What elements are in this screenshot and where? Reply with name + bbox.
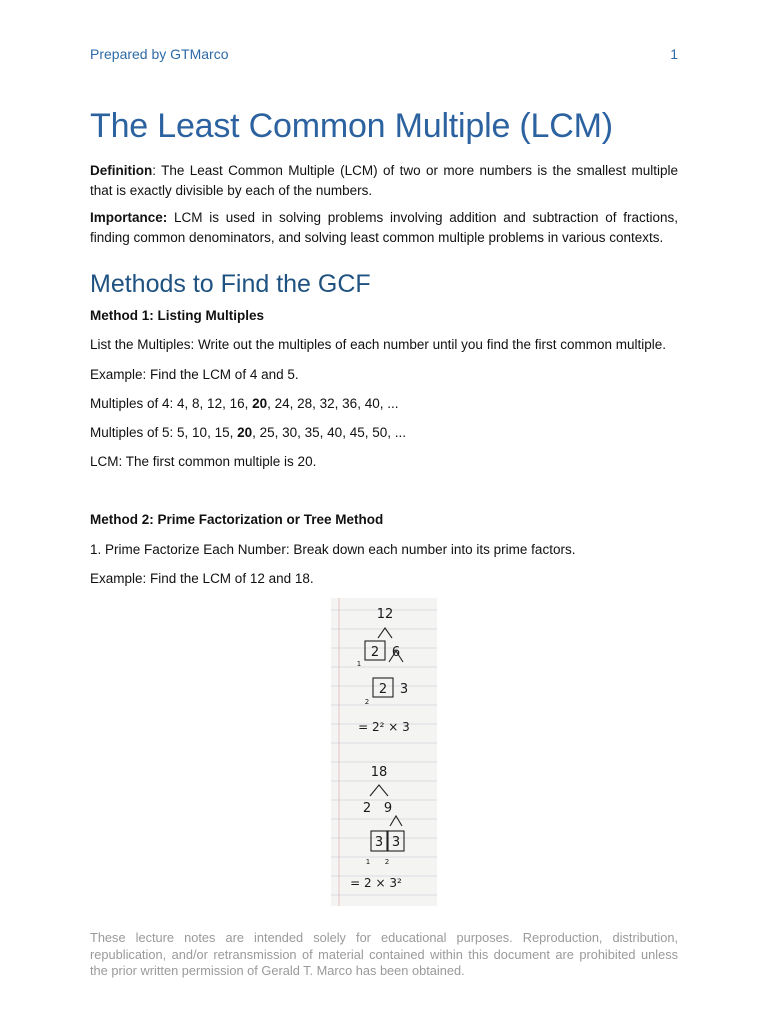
multiples-of-5: Multiples of 5: 5, 10, 15, 20, 25, 30, 35, 40, 45, 50, ... bbox=[90, 425, 406, 440]
importance-text: LCM is used in solving problems involving addition and subtraction of fractions, finding common denominators, and solving least common multiple problems in various contexts. bbox=[90, 210, 678, 245]
tree18-count-2: 2 bbox=[384, 858, 390, 866]
method2-heading: Method 2: Prime Factorization or Tree Method bbox=[90, 512, 384, 527]
tree18-count-1: 1 bbox=[365, 858, 371, 866]
methods-heading: Methods to Find the GCF bbox=[90, 270, 371, 298]
definition-label: Definition bbox=[90, 163, 153, 178]
footer-disclaimer: These lecture notes are intended solely for educational purposes. Reproduction, distribution, republication, and/or retransmission of material contained within this document are prohibited unless the prior written permission of Gerald T. Marco has been obtained. bbox=[90, 930, 678, 978]
header-author: Prepared by GTMarco bbox=[90, 46, 229, 62]
tree18-result: = 2 × 3² bbox=[350, 876, 402, 890]
tree18-right: 9 bbox=[383, 801, 393, 816]
common-multiple-highlight: 20 bbox=[237, 425, 253, 440]
tree18-root: 18 bbox=[370, 765, 388, 780]
page-number: 1 bbox=[670, 46, 678, 62]
definition-paragraph bbox=[90, 161, 678, 201]
common-multiple-highlight: 20 bbox=[252, 396, 268, 411]
tree12-result: = 2² × 3 bbox=[358, 720, 410, 734]
method1-heading: Method 1: Listing Multiples bbox=[90, 308, 264, 323]
method1-example: Example: Find the LCM of 4 and 5. bbox=[90, 367, 299, 382]
tree12-count-1: 1 bbox=[356, 660, 362, 668]
method1-result: LCM: The first common multiple is 20. bbox=[90, 454, 317, 469]
tree12-count-2: 2 bbox=[364, 698, 370, 706]
tree18-left: 2 bbox=[362, 801, 372, 816]
multiples-of-4: Multiples of 4: 4, 8, 12, 16, 20, 24, 28, 32, 36, 40, ... bbox=[90, 396, 399, 411]
importance-paragraph bbox=[90, 208, 678, 248]
tree12-root: 12 bbox=[376, 607, 394, 622]
definition-text: : The Least Common Multiple (LCM) of two or more numbers is the smallest multiple that is exactly divisible by each of the numbers. bbox=[90, 163, 678, 198]
method2-example: Example: Find the LCM of 12 and 18. bbox=[90, 571, 314, 586]
importance-label: Importance: bbox=[90, 210, 168, 225]
tree18-leaf1: 3 bbox=[374, 835, 384, 850]
page-title: The Least Common Multiple (LCM) bbox=[90, 107, 613, 145]
tree12-right: 6 bbox=[391, 645, 401, 660]
tree12-left: 2 bbox=[370, 645, 380, 660]
factor-tree-image bbox=[331, 598, 437, 906]
tree12-right2: 3 bbox=[399, 682, 409, 697]
tree12-left2: 2 bbox=[378, 682, 388, 697]
method1-step: List the Multiples: Write out the multiples of each number until you find the first common multiple. bbox=[90, 337, 667, 352]
method2-step: 1. Prime Factorize Each Number: Break down each number into its prime factors. bbox=[90, 542, 576, 557]
tree18-leaf2: 3 bbox=[391, 835, 401, 850]
